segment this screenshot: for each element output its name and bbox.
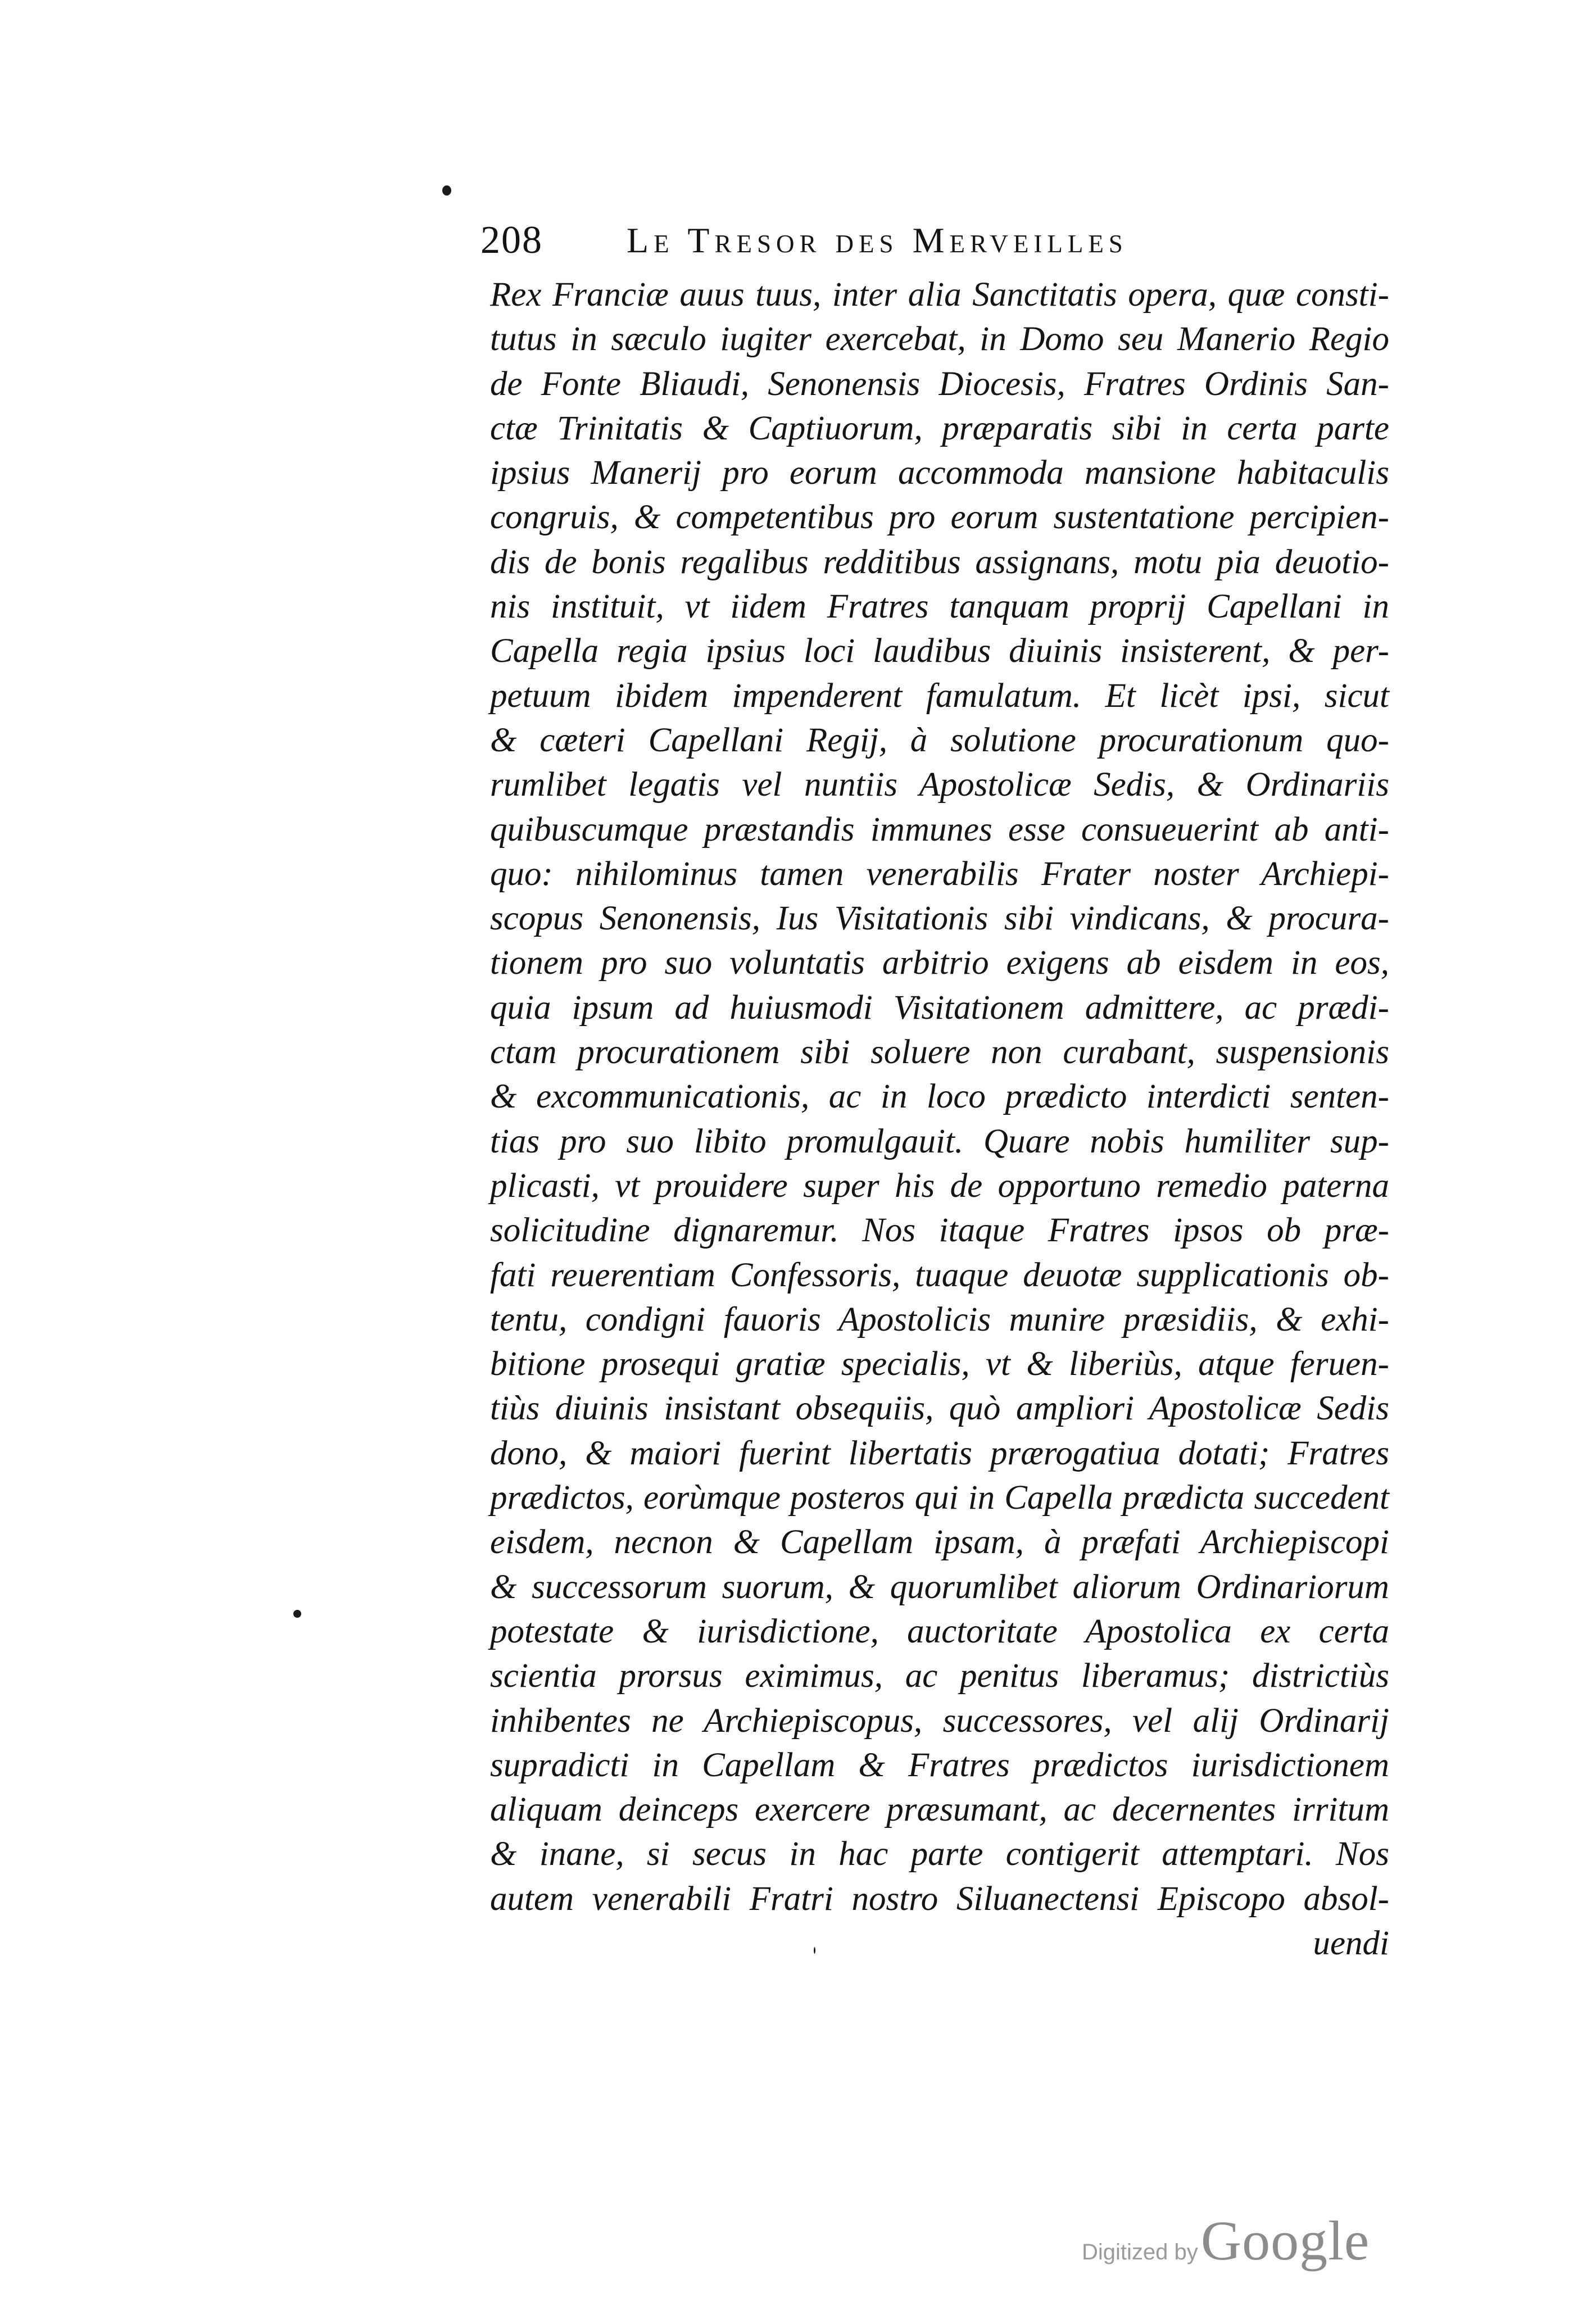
text-line: scopus Senonensis, Ius Visitationis sibi vindicans, & procura- [490, 900, 1389, 938]
text-line: & excommunicationis, ac in loco prædicto interdicti senten- [490, 1078, 1389, 1116]
text-line: ctam procurationem sibi soluere non curabant, suspensionis [490, 1033, 1389, 1072]
text-line: & successorum suorum, & quorumlibet aliorum Ordinariorum [490, 1568, 1389, 1606]
text-line: plicasti, vt prouidere super his de opportuno remedio paterna [490, 1167, 1389, 1205]
digitized-watermark [1082, 2208, 1370, 2272]
watermark-label: Digitized by [1082, 2240, 1198, 2264]
text-line: supradicti in Capellam & Fratres prædictos iurisdictionem [490, 1746, 1389, 1784]
text-line: & cæteri Capellani Regij, à solutione procurationum quo- [490, 721, 1389, 759]
text-line: tentu, condigni fauoris Apostolicis munire præsidiis, & exhi- [490, 1300, 1389, 1338]
text-line: ctæ Trinitatis & Captiuorum, præparatis sibi in certa parte [490, 409, 1389, 447]
text-line: scientia prorsus eximimus, ac penitus liberamus; districtiùs [490, 1657, 1389, 1695]
text-line: dono, & maiori fuerint libertatis prærogatiua dotati; Fratres [490, 1434, 1389, 1472]
text-line: prædictos, eorùmque posteros qui in Capella prædicta succedent [490, 1479, 1389, 1517]
catchword: uendi [1313, 1924, 1389, 1962]
text-line: rumlibet legatis vel nuntiis Apostolicæ Sedis, & Ordinariis [490, 766, 1389, 804]
text-line: tutus in sæculo iugiter exercebat, in Domo seu Manerio Regio [490, 320, 1389, 358]
text-line: eisdem, necnon & Capellam ipsam, à præfati Archiepiscopi [490, 1523, 1389, 1562]
google-logo: Google [1200, 2209, 1370, 2272]
text-line: congruis, & competentibus pro eorum sustentatione percipien- [490, 498, 1389, 537]
text-line: dis de bonis regalibus redditibus assignans, motu pia deuotio- [490, 543, 1389, 581]
page-number: 208 [480, 219, 543, 262]
text-line: bitione prosequi gratiæ specialis, vt & liberiùs, atque feruen- [490, 1345, 1389, 1383]
text-line: solicitudine dignaremur. Nos itaque Fratres ipsos ob præ- [490, 1211, 1389, 1250]
text-line: potestate & iurisdictione, auctoritate Apostolica ex certa [490, 1612, 1389, 1650]
running-title: Le Tresor des Merveilles [627, 220, 1128, 260]
ink-speck [293, 1610, 301, 1618]
page-header [480, 212, 1396, 269]
text-line: & inane, si secus in hac parte contigerit attemptari. Nos [490, 1835, 1389, 1873]
text-line: Rex Franciæ auus tuus, inter alia Sanctitatis opera, quæ consti- [490, 276, 1389, 314]
text-line: fati reuerentiam Confessoris, tuaque deuotæ supplicationis ob- [490, 1256, 1389, 1294]
text-line: Capella regia ipsius loci laudibus diuinis insisterent, & per- [490, 632, 1389, 670]
text-line: aliquam deinceps exercere præsumant, ac decernentes irritum [490, 1791, 1389, 1829]
text-line: autem venerabili Fratri nostro Siluanectensi Episcopo absol- [490, 1880, 1389, 1918]
body-text [490, 273, 1389, 1966]
text-line: tiùs diuinis insistant obsequiis, quò ampliori Apostolicæ Sedis [490, 1390, 1389, 1428]
ink-speck [442, 185, 451, 196]
text-line: quo: nihilominus tamen venerabilis Frater noster Archiepi- [490, 855, 1389, 893]
text-line: nis instituit, vt iidem Fratres tanquam proprij Capellani in [490, 588, 1389, 626]
text-line: quibuscumque præstandis immunes esse consueuerint ab anti- [490, 810, 1389, 848]
text-line: ipsius Manerij pro eorum accommoda mansione habitaculis [490, 454, 1389, 492]
text-line: petuum ibidem impenderent famulatum. Et licèt ipsi, sicut [490, 677, 1389, 715]
text-line: tionem pro suo voluntatis arbitrio exigens ab eisdem in eos, [490, 944, 1389, 982]
text-line: quia ipsum ad huiusmodi Visitationem admittere, ac prædi- [490, 988, 1389, 1027]
text-line: inhibentes ne Archiepiscopus, successores, vel alij Ordinarij [490, 1701, 1389, 1740]
text-line: tias pro suo libito promulgauit. Quare nobis humiliter sup- [490, 1122, 1389, 1160]
text-line: de Fonte Bliaudi, Senonensis Diocesis, Fratres Ordinis San- [490, 365, 1389, 403]
